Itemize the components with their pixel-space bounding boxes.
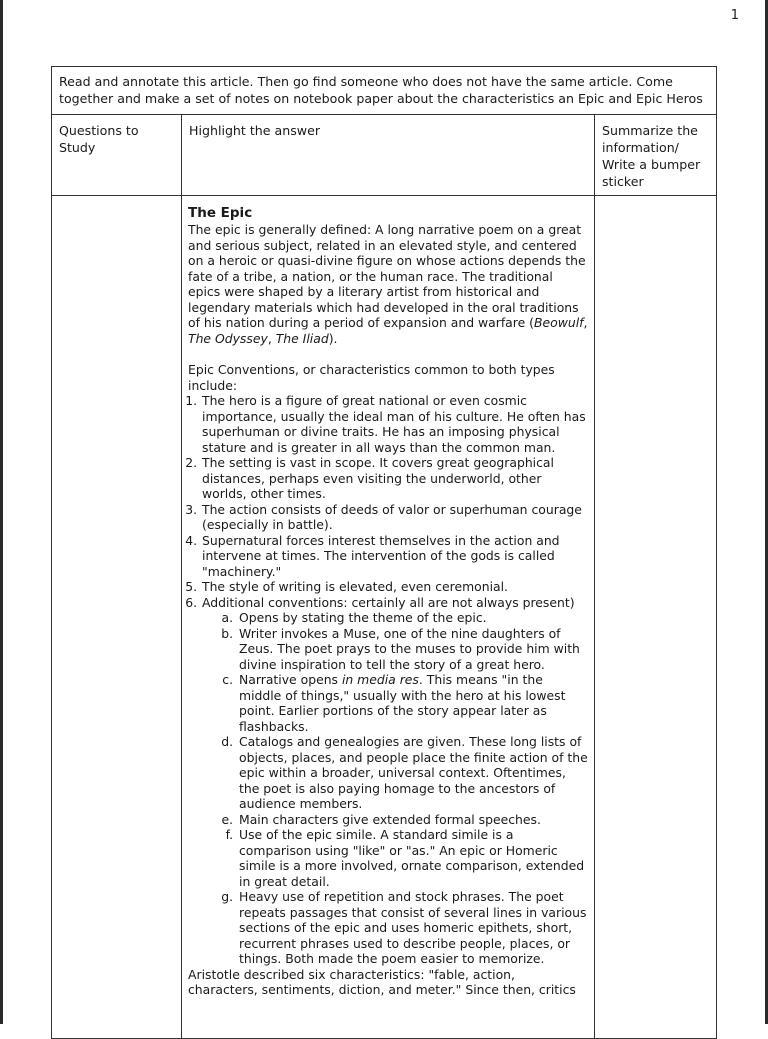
list-item: 5. The style of writing is elevated, even ceremonial.: [201, 579, 588, 595]
questions-header: Questions to Study: [52, 115, 182, 196]
list-item: 3. The action consists of deeds of valor or superhuman courage (especially in battle).: [201, 502, 588, 533]
list-item: a. Opens by stating the theme of the epic.: [237, 610, 588, 626]
article-cell: [182, 196, 595, 1039]
instruction-text: Read and annotate this article. Then go find someone who does not have the same article. Come together and make a set of notes on notebook paper about the characteristics an Epic and Epic Heros: [52, 67, 717, 115]
conventions-intro: Epic Conventions, or characteristics common to both types include:: [188, 362, 555, 393]
instruction-row: [52, 67, 717, 115]
page-number: 1: [730, 8, 739, 23]
conventions-list: [188, 393, 588, 967]
summarize-header: Summarize the information/ Write a bumper sticker: [595, 115, 717, 196]
work-beowulf: Beowulf: [534, 315, 584, 330]
article-title: The Epic: [188, 205, 253, 221]
list-item: b. Writer invokes a Muse, one of the nine daughters of Zeus. The poet prays to the muses to provide him with divine inspiration to tell the story of a great hero.: [237, 626, 588, 673]
list-item: g. Heavy use of repetition and stock phrases. The poet repeats passages that consist of several lines in various sections of the epic and uses homeric epithets, short, recurrent phrases used to describe people, places, or things. Both made the poem easier to memorize.: [237, 889, 588, 967]
study-table: [51, 66, 717, 1039]
content-row: [52, 196, 717, 1039]
list-item: 6. Additional conventions: certainly all are not always present) a. Opens by stating the theme of the epic. b. Writer invokes a Muse, one of the nine daughters of Zeus. The poet prays to the muses to provide him with divine inspiration to tell the story of a great hero. c. Narrative opens in media res. This means "in the middle of things," usually with the hero at his lowest point. Earlier portions of the story appear later as flashbacks. d. Catalogs and genealogies are given. These long lists of objects, places, and people place the finite action of the epic within a broader, universal context. Oftentimes, the poet is also paying homage to the ancestors of audience members. e. Main characters give extended formal speeches. f. Use of the epic simile. A standard simile is a comparison using "like" or "as." An epic or Homeric simile is a more involved, ornate comparison, extended in great detail. g. Heavy use of repetition and stock phrases. The poet repeats passages that consist of several lines in various sections of the epic and uses homeric epithets, short, recurrent phrases used to describe people, places, or things. Both made the poem easier to memorize.: [201, 595, 588, 967]
work-iliad: The Iliad: [275, 330, 329, 346]
work-odyssey: The Odyssey: [188, 330, 268, 346]
list-item: 4. Supernatural forces interest themselves in the action and intervene at times. The intervention of the gods is called "machinery.": [201, 533, 588, 580]
list-item: c. Narrative opens in media res. This means "in the middle of things," usually with the hero at his lowest point. Earlier portions of the story appear later as flashbacks.: [237, 672, 588, 734]
article-closing: Aristotle described six characteristics: "fable, action, characters, sentiments, diction, and meter." Since then, critics: [188, 966, 576, 997]
list-item: 2. The setting is vast in scope. It covers great geographical distances, perhaps even visiting the underworld, other worlds, other times.: [201, 455, 588, 502]
article-intro: The epic is generally defined: A long narrative poem on a great and serious subject, related in an elevated style, and centered on a heroic or quasi-divine figure on whose actions depends the fate of a tribe, a nation, or the human race. The traditional epics were shaped by a literary artist from historical and legendary materials which had developed in the oral traditions of his nation during a period of expansion and warfare (Beowulf, The Odyssey, The Iliad).: [188, 222, 588, 346]
header-row: [52, 115, 717, 196]
additional-conventions-list: [202, 610, 588, 967]
questions-cell[interactable]: [52, 196, 182, 1039]
summarize-cell[interactable]: [595, 196, 717, 1039]
list-item: d. Catalogs and genealogies are given. These long lists of objects, places, and people place the finite action of the epic within a broader, universal context. Oftentimes, the poet is also paying homage to the ancestors of audience members.: [237, 734, 588, 812]
list-item: 1. The hero is a figure of great national or even cosmic importance, usually the ideal man of his culture. He often has superhuman or divine traits. He has an imposing physical stature and is greater in all ways than the common man.: [201, 393, 588, 455]
highlight-header: Highlight the answer: [182, 115, 595, 196]
list-item: e. Main characters give extended formal speeches.: [237, 812, 588, 828]
list-item: f. Use of the epic simile. A standard simile is a comparison using "like" or "as." An epic or Homeric simile is a more involved, ornate comparison, extended in great detail.: [237, 827, 588, 889]
